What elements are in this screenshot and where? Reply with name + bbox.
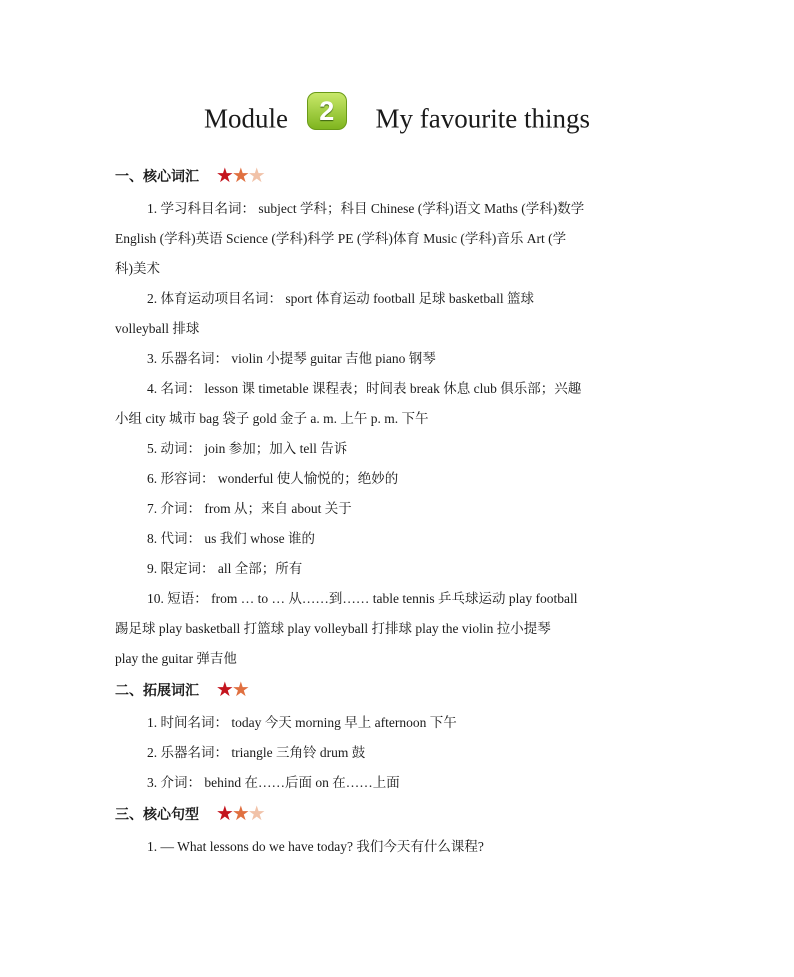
- sentence-line: 1. — What lessons do we have today? 我们今天有什么课程?: [147, 839, 484, 854]
- vocabulary-content: [115, 160, 680, 862]
- section-heading-core-sentences: [115, 798, 680, 828]
- vocab-line: play the guitar 弹吉他: [115, 651, 237, 666]
- vocab-line: 6. 形容词： wonderful 使人愉悦的；绝妙的: [147, 471, 399, 486]
- vocab-line: 科)美术: [115, 261, 160, 276]
- rating-stars-icon: ★★★: [215, 163, 264, 187]
- vocab-line: 2. 乐器名词： triangle 三角铃 drum 鼓: [147, 745, 366, 760]
- vocab-line: 9. 限定词： all 全部；所有: [147, 561, 303, 576]
- vocab-line: 3. 乐器名词： violin 小提琴 guitar 吉他 piano 钢琴: [147, 351, 436, 366]
- vocab-line: 5. 动词： join 参加；加入 tell 告诉: [147, 441, 348, 456]
- module-label: Module: [204, 103, 288, 134]
- vocab-line: 8. 代词： us 我们 whose 谁的: [147, 531, 315, 546]
- module-subtitle: My favourite things: [375, 103, 590, 134]
- vocab-line: English (学科)英语 Science (学科)科学 PE (学科)体育 Music (学科)音乐 Art (学: [115, 231, 567, 246]
- section-heading-text: 三、核心句型: [115, 807, 199, 823]
- section-heading-core-vocabulary: [115, 160, 680, 190]
- module-number-badge: 2: [307, 92, 347, 130]
- vocab-line: 1. 学习科目名词： subject 学科；科目 Chinese (学科)语文 Maths (学科)数学: [147, 201, 585, 216]
- vocab-line: 2. 体育运动项目名词： sport 体育运动 football 足球 basketball 篮球: [147, 291, 534, 306]
- vocab-line: 1. 时间名词： today 今天 morning 早上 afternoon 下午: [147, 715, 457, 730]
- vocab-line: 踢足球 play basketball 打篮球 play volleyball 打排球 play the violin 拉小提琴: [115, 621, 551, 636]
- section-heading-text: 一、核心词汇: [115, 169, 199, 185]
- rating-stars-icon: ★★★: [215, 801, 264, 825]
- module-title: [0, 96, 794, 138]
- vocab-line: 3. 介词： behind 在……后面 on 在……上面: [147, 775, 400, 790]
- vocab-line: volleyball 排球: [115, 321, 200, 336]
- rating-stars-icon: ★★: [215, 677, 248, 701]
- vocab-line: 4. 名词： lesson 课 timetable 课程表；时间表 break 休息 club 俱乐部；兴趣: [147, 381, 582, 396]
- section-heading-extended-vocabulary: [115, 674, 680, 704]
- section-heading-text: 二、拓展词汇: [115, 683, 199, 699]
- vocab-line: 7. 介词： from 从；来自 about 关于: [147, 501, 352, 516]
- vocab-line: 小组 city 城市 bag 袋子 gold 金子 a. m. 上午 p. m. 下午: [115, 411, 429, 426]
- vocab-line: 10. 短语： from … to … 从……到…… table tennis 乒乓球运动 play football: [147, 591, 578, 606]
